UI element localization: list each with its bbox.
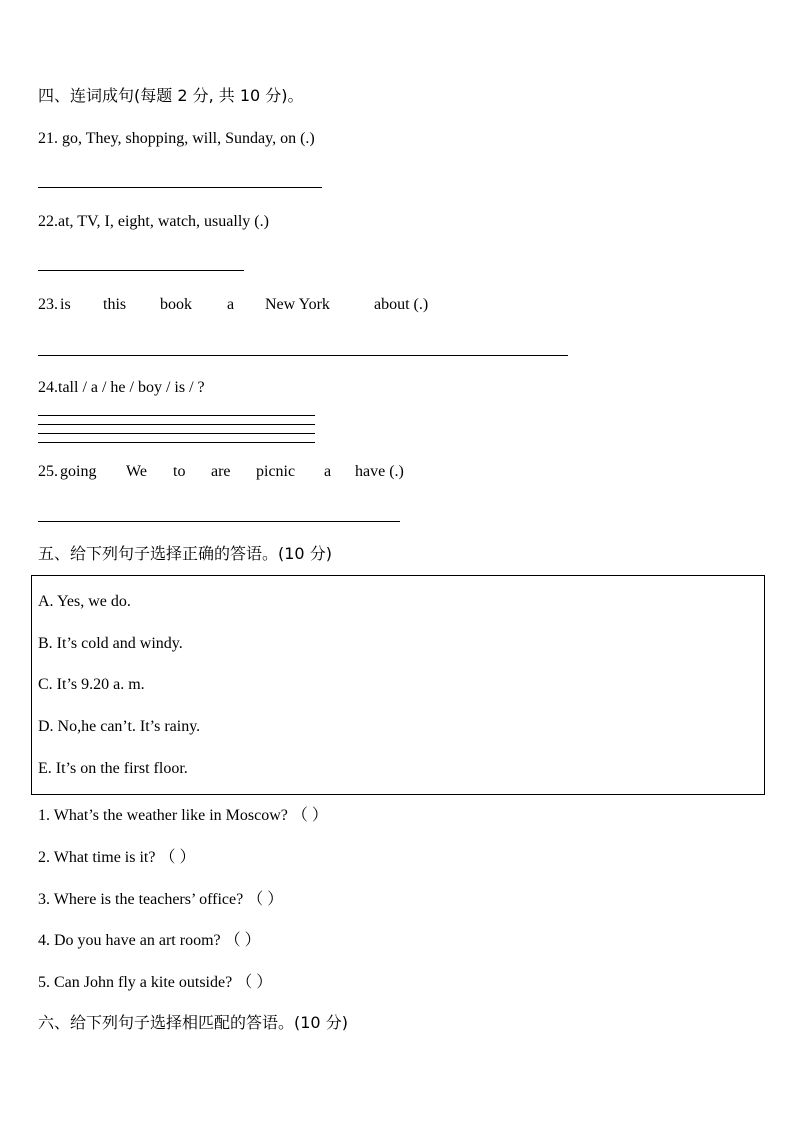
option-e: E. It’s on the first floor. <box>38 760 188 777</box>
answer-line-22[interactable] <box>38 270 244 271</box>
question-25-word: are <box>211 463 231 480</box>
question-23-number: 23. <box>38 296 58 313</box>
answer-line-23[interactable] <box>38 355 568 356</box>
question-5-2: 2. What time is it? （ ） <box>38 849 196 866</box>
question-5-1: 1. What’s the weather like in Moscow? （ ） <box>38 807 328 824</box>
question-5-3: 3. Where is the teachers’ office? （ ） <box>38 891 284 908</box>
section-5-title: 五、给下列句子选择正确的答语。(10 分) <box>38 544 332 563</box>
question-23-word: New York <box>265 296 330 313</box>
question-25-word: a <box>324 463 332 480</box>
question-24: 24.tall / a / he / boy / is / ? <box>38 379 205 396</box>
question-25-word: We <box>126 463 147 480</box>
question-25-word: going <box>60 463 97 480</box>
question-23-word: about (.) <box>374 296 429 313</box>
answer-line-24c[interactable] <box>38 433 315 434</box>
option-d: D. No,he can’t. It’s rainy. <box>38 718 201 735</box>
section-6-title: 六、给下列句子选择相匹配的答语。(10 分) <box>38 1013 348 1032</box>
question-25-number: 25. <box>38 463 58 480</box>
answer-line-25[interactable] <box>38 521 400 522</box>
option-c: C. It’s 9.20 a. m. <box>38 676 145 693</box>
question-5-5: 5. Can John fly a kite outside? （ ） <box>38 974 273 991</box>
question-25-word: picnic <box>256 463 296 480</box>
option-a: A. Yes, we do. <box>38 593 131 610</box>
question-25-word: have (.) <box>355 463 404 480</box>
question-25 <box>0 462 794 482</box>
question-25-word: to <box>173 463 186 480</box>
question-23-word: this <box>103 296 127 313</box>
question-5-4: 4. Do you have an art room? （ ） <box>38 932 261 949</box>
answer-line-24d[interactable] <box>38 442 315 443</box>
answer-line-24b[interactable] <box>38 424 315 425</box>
question-23-word: book <box>160 296 192 313</box>
question-23-word: a <box>227 296 235 313</box>
answer-line-24a[interactable] <box>38 415 315 416</box>
question-23-word: is <box>60 296 71 313</box>
question-23 <box>0 295 794 315</box>
question-22: 22.at, TV, I, eight, watch, usually (.) <box>38 213 269 230</box>
section-4-title: 四、连词成句(每题 2 分, 共 10 分)。 <box>38 86 304 105</box>
option-b: B. It’s cold and windy. <box>38 635 183 652</box>
question-21: 21. go, They, shopping, will, Sunday, on (.) <box>38 130 315 147</box>
answer-line-21[interactable] <box>38 187 322 188</box>
